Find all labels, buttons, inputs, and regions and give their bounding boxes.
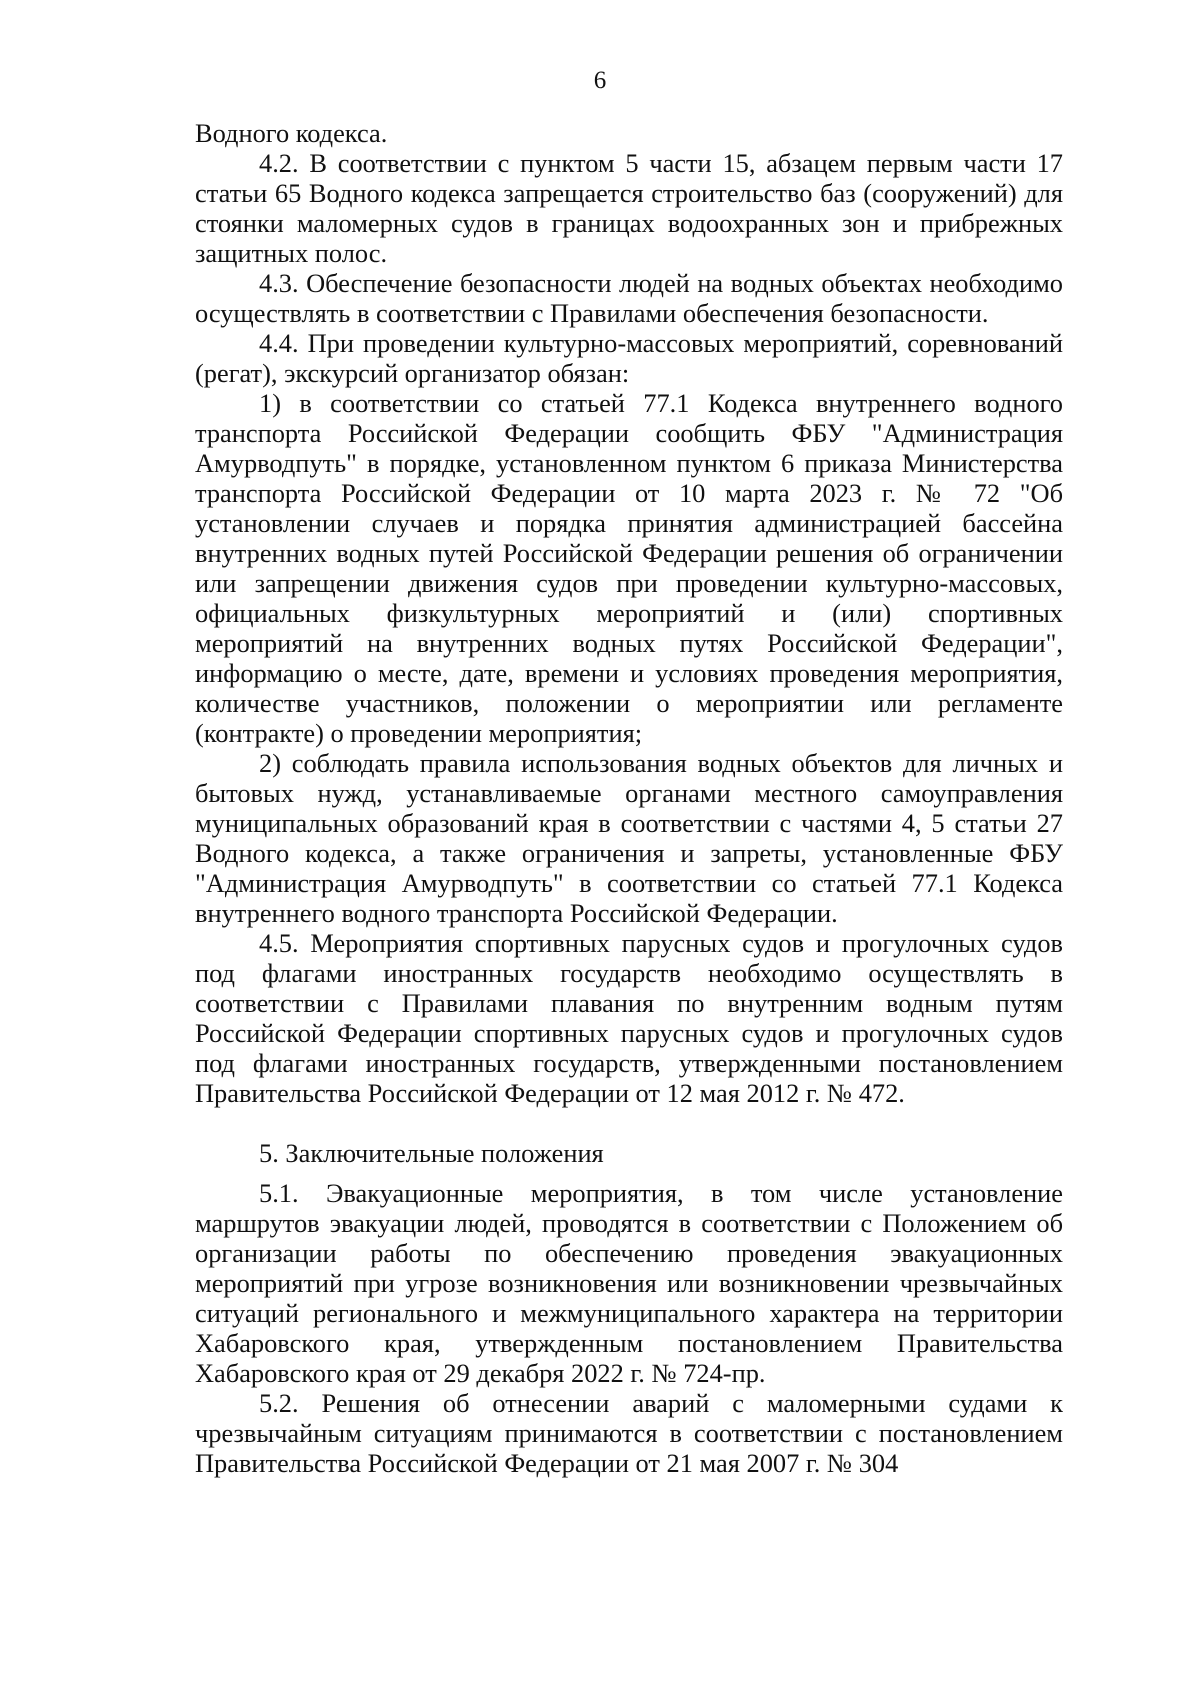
paragraph-continuation: Водного кодекса.	[195, 118, 388, 148]
list-item-1: 1) в соответствии со статьей 77.1 Кодекса внутреннего водного транспорта Российской Федерации сообщить ФБУ "Администрация Амурводпуть" в порядке, установленном пунктом 6 приказа Министерства транспорта Российской Федерации от 10 марта 2023 г. № 72 "Об установлении случаев и порядка принятия администрацией бассейна внутренних водных путей Российской Федерации решения об ограничении или запрещении движения судов при проведении культурно-массовых, официальных физкультурных мероприятий и (или) спортивных мероприятий на внутренних водных путях Российской Федерации", информацию о месте, дате, времени и условиях проведения мероприятия, количестве участников, положении о мероприятии или регламенте (контракте) о проведении мероприятия;	[195, 388, 1063, 748]
paragraph-4-2: 4.2. В соответствии с пунктом 5 части 15, абзацем первым части 17 статьи 65 Водного кодекса запрещается строительство баз (сооружений) для стоянки маломерных судов в границах водоохранных зон и прибрежных защитных полос.	[195, 148, 1063, 268]
section-heading: 5. Заключительные положения	[259, 1138, 604, 1168]
paragraph-5-1: 5.1. Эвакуационные мероприятия, в том числе установление маршрутов эвакуации людей, проводятся в соответствии с Положением об организации работы по обеспечению проведения эвакуационных мероприятий при угрозе возникновения или возникновении чрезвычайных ситуаций регионального и межмуниципального характера на территории Хабаровского края, утвержденным постановлением Правительства Хабаровского края от 29 декабря 2022 г. № 724-пр.	[195, 1178, 1063, 1388]
paragraph-4-3: 4.3. Обеспечение безопасности людей на водных объектах необходимо осуществлять в соответствии с Правилами обеспечения безопасности.	[195, 268, 1063, 328]
paragraph-4-5: 4.5. Мероприятия спортивных парусных судов и прогулочных судов под флагами иностранных государств необходимо осуществлять в соответствии с Правилами плавания по внутренним водным путям Российской Федерации спортивных парусных судов и прогулочных судов под флагами иностранных государств, утвержденными постановлением Правительства Российской Федерации от 12 мая 2012 г. № 472.	[195, 928, 1063, 1108]
document-body	[195, 118, 1063, 1478]
list-item-2: 2) соблюдать правила использования водных объектов для личных и бытовых нужд, устанавливаемые органами местного самоуправления муниципальных образований края в соответствии с частями 4, 5 статьи 27 Водного кодекса, а также ограничения и запреты, установленные ФБУ "Администрация Амурводпуть" в соответствии со статьей 77.1 Кодекса внутреннего водного транспорта Российской Федерации.	[195, 748, 1063, 928]
paragraph-4-4: 4.4. При проведении культурно-массовых мероприятий, соревнований (регат), экскурсий организатор обязан:	[195, 328, 1063, 388]
paragraph-5-2: 5.2. Решения об отнесении аварий с маломерными судами к чрезвычайным ситуациям принимаются в соответствии с постановлением Правительства Российской Федерации от 21 мая 2007 г. № 304	[195, 1388, 1063, 1478]
page-number: 6	[593, 67, 607, 94]
